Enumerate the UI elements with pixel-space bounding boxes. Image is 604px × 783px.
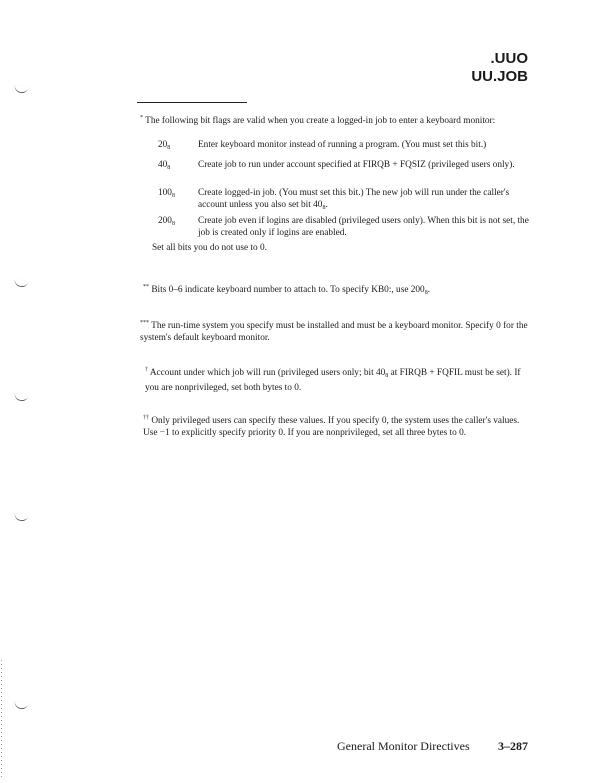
flag-value: $100_8$ [158, 188, 175, 199]
binder-hole-mark [13, 513, 28, 523]
footnote-3: *** The run-time system you specify must be installed and must be a keyboard monitor. Specify 0 for the system's default keyboard monitor. [140, 320, 528, 343]
header-code: .UUO [490, 50, 528, 67]
flag-description: Enter keyboard monitor instead of running a program. (You must set this bit.) [198, 140, 487, 150]
footnote-2-marker: ** [143, 284, 149, 290]
page-number: 3–287 [498, 739, 528, 753]
flag-row-20 [158, 140, 536, 152]
flag-description: Create job to run under account specified at FIRQB + FQSIZ (privileged users only). [198, 160, 515, 170]
footnote-1-intro [140, 113, 526, 128]
footnote-1-marker: * [140, 115, 143, 121]
scan-edge [1, 660, 2, 780]
header-title: UU.JOB [471, 68, 528, 85]
flag-row-40 [158, 160, 536, 184]
flag-value: $40_8$ [158, 160, 171, 171]
flag-row-100 [158, 188, 536, 212]
flag-description: Create job even if logins are disabled (privileged users only). When this bit is not set, the job is created only if logins are enabled. [198, 216, 529, 238]
footnote-4: † Account under which job will run (privileged users only; bit $40_8$ at FIRQB + FQFIL must be set). If you are nonprivileged, set both bytes to 0. [145, 367, 521, 393]
flag-row-200 [158, 216, 536, 240]
footnote-2: ** Bits 0–6 indicate keyboard number to attach to. To specify KB0:, use $200_8$. [143, 284, 431, 296]
flag-value: $200_8$ [158, 216, 175, 227]
footnote-5-marker: †† [143, 415, 149, 421]
flag-value: $20_8$ [158, 140, 171, 151]
footnote-1-closing: Set all bits you do not use to 0. [152, 243, 267, 253]
footnote-rule [137, 102, 247, 103]
footnote-1-intro-text: The following bit flags are valid when you create a logged-in job to enter a keyboard monitor: [145, 116, 496, 126]
footnote-4-marker: † [145, 367, 148, 373]
footnote-5: †† Only privileged users can specify these values. If you specify 0, the system uses the caller's values. Use −1 to explicitly specify priority 0. If you are nonprivileged, set all three bytes to 0. [143, 415, 520, 438]
footnote-3-marker: *** [140, 320, 149, 326]
flag-description: Create logged-in job. (You must set this bit.) The new job will run under the caller's account unless you also set bit $40_8$. [198, 188, 510, 211]
binder-hole-mark [13, 85, 28, 95]
binder-hole-mark [13, 279, 28, 289]
footer-section-title: General Monitor Directives [337, 739, 470, 753]
binder-hole-mark [13, 393, 28, 403]
binder-hole-mark [13, 701, 28, 711]
